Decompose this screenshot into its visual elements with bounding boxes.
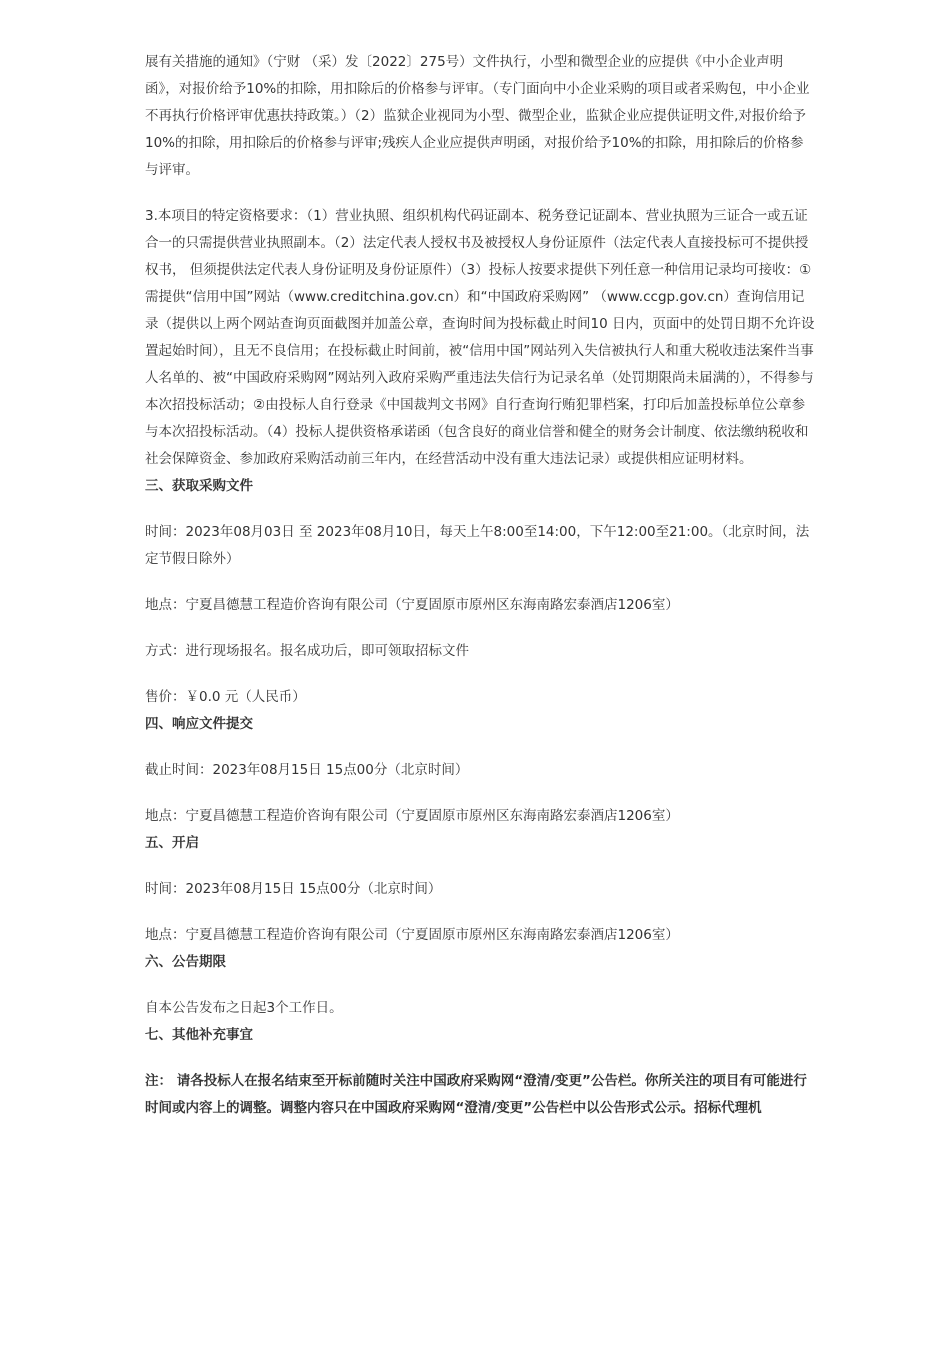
section-heading-obtain-documents: 三、获取采购文件 bbox=[145, 478, 253, 494]
document-body bbox=[145, 49, 815, 1122]
obtain-method: 方式：进行现场报名。报名成功后，即可领取招标文件 bbox=[145, 643, 469, 659]
notice-period-text: 自本公告发布之日起3个工作日。 bbox=[145, 1000, 343, 1016]
submission-deadline: 截止时间：2023年08月15日 15点00分（北京时间） bbox=[145, 762, 469, 778]
obtain-place: 地点：宁夏昌德慧工程造价咨询有限公司（宁夏固原市原州区东海南路宏泰酒店1206室） bbox=[145, 597, 679, 613]
section-heading-notice-period: 六、公告期限 bbox=[145, 954, 226, 970]
opening-place: 地点：宁夏昌德慧工程造价咨询有限公司（宁夏固原市原州区东海南路宏泰酒店1206室） bbox=[145, 927, 679, 943]
submission-place: 地点：宁夏昌德慧工程造价咨询有限公司（宁夏固原市原州区东海南路宏泰酒店1206室） bbox=[145, 808, 679, 824]
section-heading-other-matters: 七、其他补充事宜 bbox=[145, 1027, 253, 1043]
section-heading-submission: 四、响应文件提交 bbox=[145, 716, 253, 732]
paragraph-policy: 展有关措施的通知》（宁财 （采）发〔2022〕275号）文件执行，小型和微型企业的应提供《中小企业声明函》，对报价给予10%的扣除，用扣除后的价格参与评审。（专门面向中小企业采购的项目或者采购包，中小企业不再执行价格评审优惠扶持政策。）（2）监狱企业视同为小型、微型企业，监狱企业应提供证明文件,对报价给予10%的扣除，用扣除后的价格参与评审;残疾人企业应提供声明函，对报价给予10%的扣除，用扣除后的价格参与评审。 bbox=[145, 54, 810, 178]
other-matters-note: 注： 请各投标人在报名结束至开标前随时关注中国政府采购网“澄清/变更”公告栏。你所关注的项目有可能进行时间或内容上的调整。调整内容只在中国政府采购网“澄清/变更”公告栏中以公告形式公示。招标代理机 bbox=[145, 1073, 807, 1116]
obtain-time: 时间：2023年08月03日 至 2023年08月10日，每天上午8:00至14:00，下午12:00至21:00。（北京时间，法定节假日除外） bbox=[145, 524, 810, 567]
paragraph-qualification: 3.本项目的特定资格要求：（1）营业执照、组织机构代码证副本、税务登记证副本、营业执照为三证合一或五证合一的只需提供营业执照副本。（2）法定代表人授权书及被授权人身份证原件（法定代表人直接投标可不提供授权书， 但须提供法定代表人身份证明及身份证原件）（3）投标人按要求提供下列任意一种信用记录均可接收：①需提供“信用中国”网站（www.creditchina.gov.cn）和“中国政府采购网” （www.ccgp.gov.cn）查询信用记录（提供以上两个网站查询页面截图并加盖公章，查询时间为投标截止时间10 日内，页面中的处罚日期不允许设置起始时间），且无不良信用；在投标截止时间前，被“信用中国”网站列入失信被执行人和重大税收违法案件当事人名单的、被“中国政府采购网”网站列入政府采购严重违法失信行为记录名单（处罚期限尚未届满的），不得参与本次招投标活动；②由投标人自行登录《中国裁判文书网》自行查询行贿犯罪档案，打印后加盖投标单位公章参与本次招投标活动。（4）投标人提供资格承诺函（包含良好的商业信誉和健全的财务会计制度、依法缴纳税收和社会保障资金、参加政府采购活动前三年内，在经营活动中没有重大违法记录）或提供相应证明材料。 bbox=[145, 208, 815, 467]
opening-time: 时间：2023年08月15日 15点00分（北京时间） bbox=[145, 881, 442, 897]
obtain-price: 售价：￥0.0 元（人民币） bbox=[145, 689, 306, 705]
section-heading-opening: 五、开启 bbox=[145, 835, 199, 851]
